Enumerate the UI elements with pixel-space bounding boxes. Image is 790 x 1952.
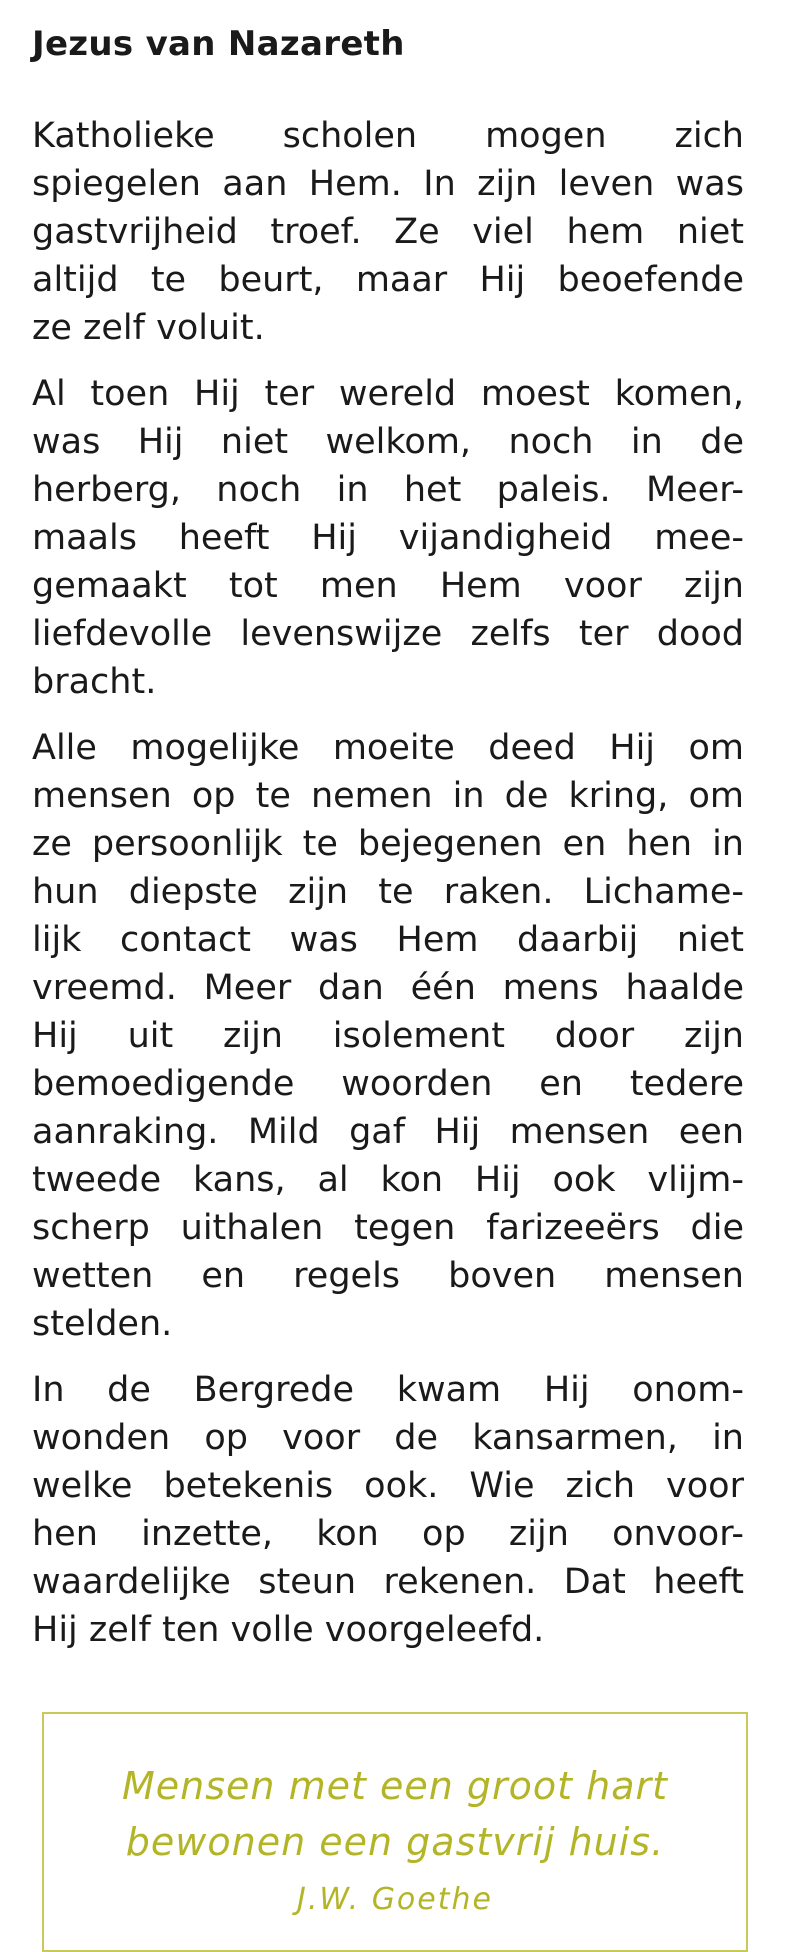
text-line: Al toen Hij ter wereld moest komen, [32,374,744,414]
text-line: wonden op voor de kansarmen, in [32,1418,744,1458]
paragraph-3 [32,724,744,1348]
text-line: maals heeft Hij vijandigheid mee- [32,518,744,558]
text-line: Hij zelf ten volle voorgeleefd. [32,1610,545,1650]
text-line: gastvrijheid troef. Ze viel hem niet [32,212,744,252]
text-line: hun diepste zijn te raken. Lichame- [32,872,744,912]
text-line: wetten en regels boven mensen [32,1256,744,1296]
quote-author: J.W. Goethe [297,1882,493,1917]
text-line: was Hij niet welkom, noch in de [32,422,744,462]
paragraph-1 [32,112,744,352]
article-body [32,112,744,1672]
text-line: vreemd. Meer dan één mens haalde [32,968,744,1008]
text-line: Alle mogelijke moeite deed Hij om [32,728,744,768]
quote-text [44,1758,746,1870]
paragraph-4 [32,1366,744,1654]
text-line: ze persoonlijk te bejegenen en hen in [32,824,744,864]
quote-line: Mensen met een groot hart [122,1764,668,1808]
text-line: lijk contact was Hem daarbij niet [32,920,744,960]
text-line: bemoedigende woorden en tedere [32,1064,744,1104]
text-line: stelden. [32,1304,173,1344]
text-line: spiegelen aan Hem. In zijn leven was [32,164,744,204]
quote-box [42,1712,748,1952]
paragraph-2 [32,370,744,706]
text-line: ze zelf voluit. [32,308,265,348]
text-line: liefdevolle levenswijze zelfs ter dood [32,614,744,654]
text-line: Katholieke scholen mogen zich [32,116,744,156]
text-line: mensen op te nemen in de kring, om [32,776,744,816]
text-line: bracht. [32,662,157,702]
text-line: tweede kans, al kon Hij ook vlijm- [32,1160,744,1200]
page-title: Jezus van Nazareth [32,24,405,64]
text-line: waardelijke steun rekenen. Dat heeft [32,1562,744,1602]
quote-line: bewonen een gastvrij huis. [125,1820,665,1864]
text-line: scherp uithalen tegen farizeeërs die [32,1208,744,1248]
text-line: herberg, noch in het paleis. Meer- [32,470,744,510]
text-line: hen inzette, kon op zijn onvoor- [32,1514,744,1554]
text-line: aanraking. Mild gaf Hij mensen een [32,1112,744,1152]
text-line: altijd te beurt, maar Hij beoefende [32,260,744,300]
text-line: Hij uit zijn isolement door zijn [32,1016,744,1056]
text-line: welke betekenis ook. Wie zich voor [32,1466,744,1506]
text-line: In de Bergrede kwam Hij onom- [32,1370,744,1410]
text-line: gemaakt tot men Hem voor zijn [32,566,744,606]
